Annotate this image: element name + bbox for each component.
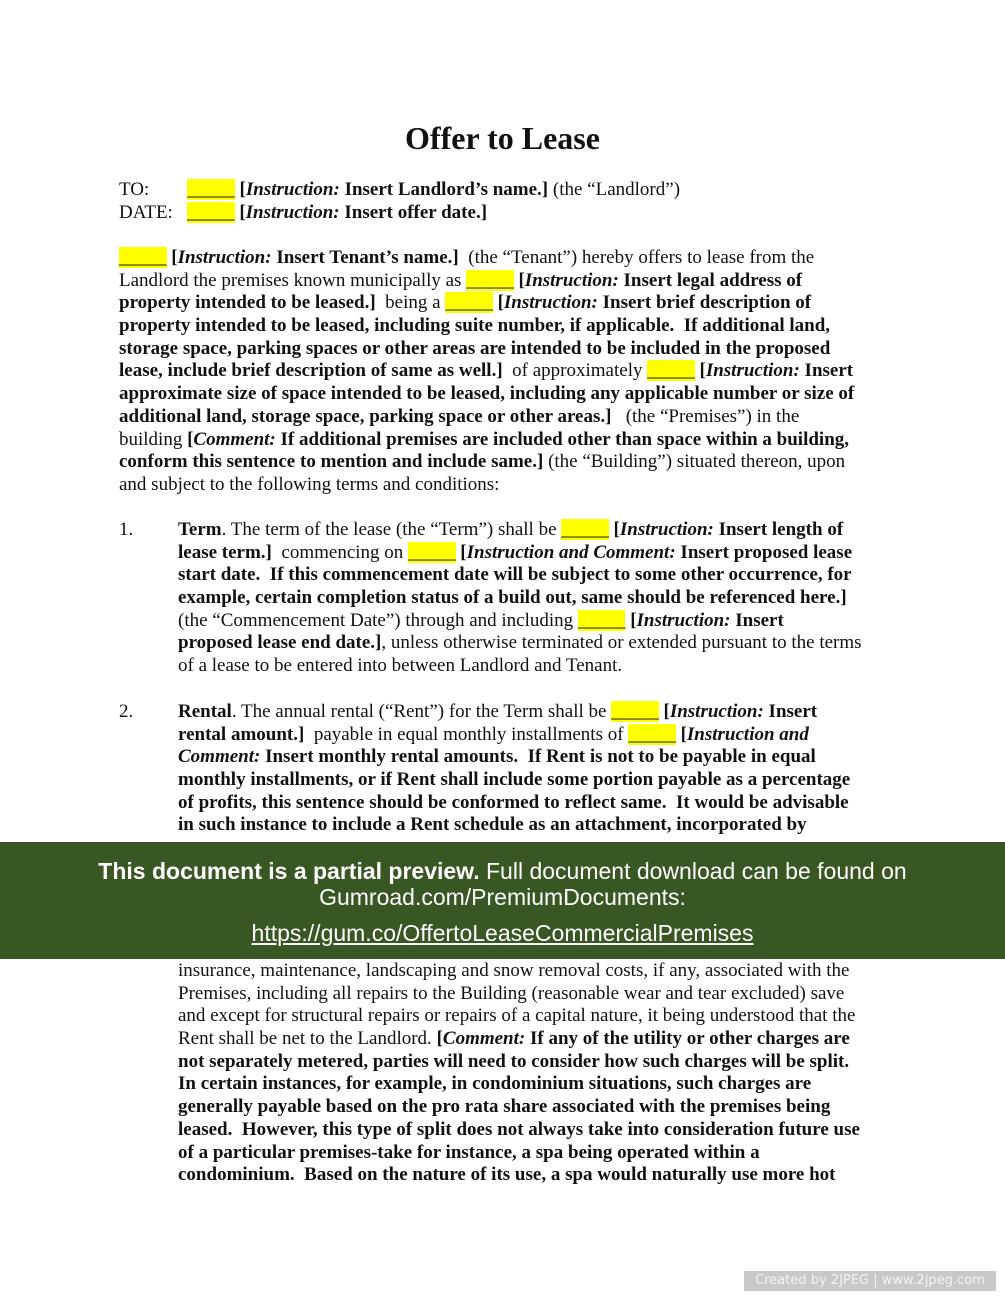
header-block <box>119 179 680 224</box>
text-run: Insert monthly rental amounts. If Rent is not to be payable in equal <box>260 746 816 768</box>
text-run: Insert <box>799 360 854 382</box>
watermark: Created by 2JPEG | www.2jpeg.com <box>744 1271 996 1291</box>
text-line <box>119 474 854 497</box>
text-run: Insert legal address of <box>618 269 803 291</box>
text-run: and except for structural repairs or repairs of a capital nature, it being understood that the <box>178 1005 856 1027</box>
text-run: Comment: <box>178 746 261 768</box>
text-run: Comment: <box>442 1028 526 1050</box>
text-run: property intended to be leased.] <box>119 292 376 314</box>
text-run: Rental <box>178 701 232 722</box>
text-run: [ <box>513 269 525 291</box>
text-run: proposed lease end date.] <box>178 632 382 654</box>
text-run: [ <box>187 428 194 450</box>
text-run: not separately metered, parties will need to consider how such charges will be split. <box>178 1050 850 1072</box>
text-run: Instruction: <box>503 292 598 314</box>
text-line <box>178 746 850 769</box>
blank-field-highlight: _____ <box>187 201 235 223</box>
text-run: [ <box>234 179 246 200</box>
blank-field-highlight: _____ <box>119 247 167 268</box>
text-run: Insert brief description of <box>597 292 812 314</box>
text-run: monthly installments, or if Rent shall include some portion payable as a percentage <box>178 769 851 791</box>
text-line <box>178 983 860 1006</box>
blank-field-highlight: _____ <box>187 179 235 200</box>
text-line <box>119 406 854 429</box>
text-run: leased. However, this type of split does not always take into consideration future use <box>178 1118 860 1140</box>
text-run: (the “Building”) situated thereon, upon <box>543 451 846 473</box>
text-run: [ <box>608 519 620 540</box>
text-run: Insert length of <box>713 519 844 540</box>
text-line <box>178 610 862 633</box>
text-run: lease, include brief description of same as well.] <box>119 360 503 382</box>
text-line <box>178 724 850 747</box>
text-run: additional land, storage space, parking space or other areas.] <box>119 405 612 427</box>
text-run: (the “Premises”) in the <box>611 405 800 427</box>
text-run: TO: <box>119 179 188 200</box>
text-run: (the “Commencement Date”) through and including <box>178 609 578 631</box>
text-run: Instruction: <box>669 701 764 722</box>
text-line <box>178 1142 860 1165</box>
text-run: building <box>119 428 188 450</box>
text-run: conform this sentence to mention and include same.] <box>119 451 544 473</box>
text-run: of a particular premises-take for instance, a spa being operated within a <box>178 1141 760 1163</box>
text-run: example, certain completion status of a build out, same should be referenced here.] <box>178 587 847 609</box>
text-run: Instruction: <box>636 609 731 631</box>
text-line <box>178 564 862 587</box>
text-line <box>119 202 680 225</box>
text-run: . The annual rental (“Rent”) for the Term shall be <box>231 701 612 722</box>
text-run: Instruction: <box>245 179 340 200</box>
text-run: Insert Tenant’s name.] <box>271 247 459 268</box>
text-run: Instruction: <box>177 247 272 268</box>
text-line <box>178 1096 860 1119</box>
text-run: Insert <box>763 701 818 722</box>
text-run: [ <box>675 723 687 745</box>
text-line <box>178 1028 860 1051</box>
text-line <box>178 792 850 815</box>
blank-field-highlight: _____ <box>445 292 493 314</box>
text-line <box>178 587 862 610</box>
text-run: , unless otherwise terminated or extended pursuant to the terms <box>381 632 862 654</box>
text-run: being a <box>375 292 446 314</box>
text-line <box>178 1073 860 1096</box>
text-run: generally payable based on the pro rata share associated with the premises being <box>178 1096 831 1118</box>
item-number: 2. <box>119 701 134 722</box>
text-run: Instruction and Comment: <box>466 541 676 563</box>
text-run: DATE: <box>119 201 188 223</box>
text-run: Instruction: <box>524 269 619 291</box>
text-run: In certain instances, for example, in condominium situations, such charges are <box>178 1073 812 1095</box>
blank-field-highlight: _____ <box>561 519 609 540</box>
term-paragraph <box>178 519 862 678</box>
text-run: [ <box>625 609 637 631</box>
text-run: Term <box>178 519 222 540</box>
text-run: Instruction: <box>245 201 340 223</box>
blank-field-highlight: _____ <box>611 701 659 722</box>
document-title: Offer to Lease <box>405 120 600 156</box>
text-run: rental amount.] <box>178 723 305 745</box>
blank-field-highlight: _____ <box>577 609 626 631</box>
text-run: . The term of the lease (the “Term”) shall be <box>221 519 562 540</box>
text-line <box>178 1005 860 1028</box>
text-run: [ <box>436 1028 443 1050</box>
text-run: Insert Landlord’s name.] <box>339 179 549 200</box>
text-line <box>119 315 854 338</box>
text-line <box>178 1164 860 1187</box>
text-run: [ <box>234 201 246 223</box>
text-run: payable in equal monthly installments of <box>304 723 629 745</box>
text-run: approximate size of space intended to be leased, including any applicable number or size of <box>119 383 855 405</box>
text-run: [ <box>658 701 670 722</box>
banner-text: Full document download can be found on Gumroad.com/PremiumDocuments: <box>319 858 907 910</box>
blank-field-highlight: _____ <box>628 723 676 745</box>
text-run: of profits, this sentence should be conformed to reflect same. It would be advisable <box>178 791 849 813</box>
text-line <box>119 451 854 474</box>
text-run: Insert <box>730 609 784 631</box>
text-run: and subject to the following terms and conditions: <box>119 473 500 495</box>
text-run: [ <box>694 360 706 382</box>
text-run: Landlord the premises known municipally as <box>119 269 467 291</box>
text-line <box>119 360 854 383</box>
text-run: Insert offer date.] <box>339 201 488 223</box>
text-line <box>178 1051 860 1074</box>
text-run: Rent shall be net to the Landlord. <box>178 1028 437 1050</box>
text-run: Premises, including all repairs to the Building (reasonable wear and tear excluded) save <box>178 982 845 1004</box>
preview-banner <box>0 842 1005 959</box>
text-run: Insert proposed lease <box>675 541 853 563</box>
blank-field-highlight: _____ <box>466 269 514 291</box>
rental-paragraph <box>178 701 850 837</box>
text-run: of a lease to be entered into between Landlord and Tenant. <box>178 655 623 677</box>
text-run: (the “Tenant”) hereby offers to lease from the <box>458 247 815 268</box>
rental-continued-paragraph <box>178 960 860 1187</box>
text-line <box>119 179 680 202</box>
text-run: Comment: <box>193 428 276 450</box>
text-line <box>119 429 854 452</box>
text-run: storage space, parking spaces or other areas are intended to be included in the proposed <box>119 337 831 359</box>
text-run: lease term.] <box>178 541 272 563</box>
blank-field-highlight: _____ <box>647 360 695 382</box>
text-run: property intended to be leased, including suite number, if applicable. If additional land, <box>119 315 831 337</box>
text-run: commencing on <box>271 541 409 563</box>
text-line <box>178 769 850 792</box>
text-line <box>178 701 850 724</box>
intro-paragraph <box>119 247 854 497</box>
text-line <box>178 960 860 983</box>
text-line <box>178 632 862 655</box>
text-run: Instruction: <box>705 360 800 382</box>
text-run: If any of the utility or other charges are <box>525 1028 850 1050</box>
text-line <box>178 814 850 837</box>
text-run: [ <box>166 247 178 268</box>
text-line <box>178 519 862 542</box>
text-run: If additional premises are included other than space within a building, <box>275 428 850 450</box>
text-run: in such instance to include a Rent schedule as an attachment, incorporated by <box>178 814 807 836</box>
text-line <box>119 383 854 406</box>
text-run: condominium. Based on the nature of its use, a spa would naturally use more hot <box>178 1164 836 1186</box>
banner-bold-text: This document is a partial preview. <box>98 858 480 884</box>
text-line <box>119 270 854 293</box>
text-run: of approximately <box>502 360 648 382</box>
text-run: Instruction and <box>686 723 809 745</box>
text-run: Instruction: <box>619 519 714 540</box>
text-line <box>178 655 862 678</box>
text-line <box>178 542 862 565</box>
text-run: insurance, maintenance, landscaping and snow removal costs, if any, associated with the <box>178 960 850 981</box>
text-line <box>119 247 854 270</box>
download-link[interactable]: https://gum.co/OffertoLeaseCommercialPremises <box>251 920 754 946</box>
text-line <box>119 338 854 361</box>
text-line <box>178 1119 860 1142</box>
text-run: [ <box>492 292 504 314</box>
text-run: (the “Landlord”) <box>548 179 681 200</box>
text-line <box>119 292 854 315</box>
blank-field-highlight: _____ <box>408 541 456 563</box>
text-run: [ <box>455 541 467 563</box>
item-number: 1. <box>119 519 134 540</box>
text-run: start date. If this commencement date will be subject to some other occurrence, for <box>178 564 852 586</box>
